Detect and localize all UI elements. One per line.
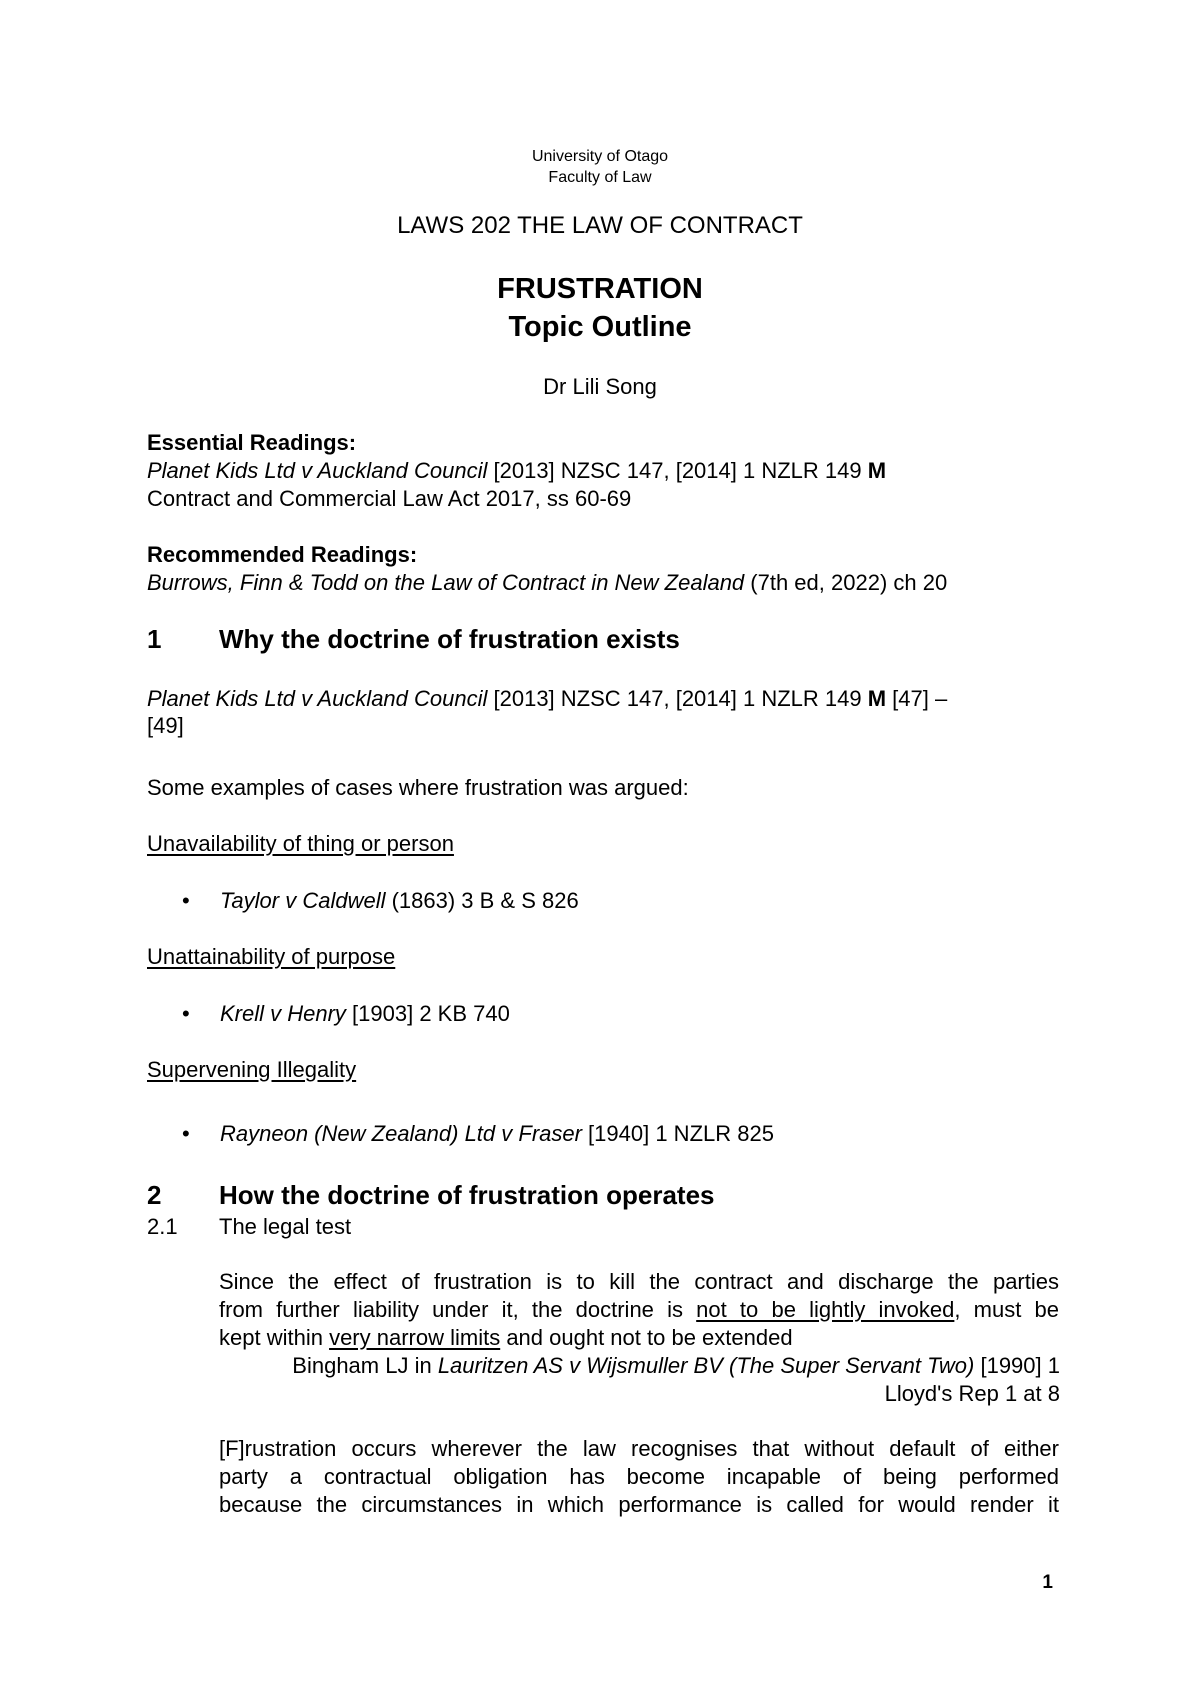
recommended-readings-heading: Recommended Readings: [147,542,418,567]
list-item [220,1120,774,1147]
case-name: Planet Kids Ltd v Auckland Council [147,686,488,711]
citation: [1990] 1 [974,1353,1060,1378]
topic-subtitle: Topic Outline [508,311,692,343]
list-item [220,887,579,914]
university-name: University of Otago [531,148,669,165]
quote-2-line-2: party a contractual obligation has become incapable of being performed [219,1464,1059,1489]
book-title: Burrows, Finn & Todd on the Law of Contract in New Zealand [147,570,745,595]
section-number: 1 [147,624,162,654]
section-title: Why the doctrine of frustration exists [219,624,680,654]
pinpoint: [47] – [886,686,948,711]
case-name: Lauritzen AS v Wijsmuller BV (The Super Servant Two) [437,1353,975,1378]
citation: (1863) 3 B & S 826 [385,888,579,913]
quote-2-line-1: [F]rustration occurs wherever the law recognises that without default of either [219,1436,1059,1461]
emphasis: very narrow limits [329,1325,501,1350]
group-heading: Unavailability of thing or person [147,831,454,856]
subsection-title: The legal test [219,1214,352,1239]
quote-2-line-3: because the circumstances in which performance is called for would render it [219,1492,1059,1517]
group-heading: Supervening Illegality [147,1057,357,1082]
mandatory-mark: M [867,458,887,483]
topic-title: FRUSTRATION [497,273,703,305]
group-heading: Unattainability of purpose [147,944,396,969]
faculty-name: Faculty of Law [548,169,652,186]
case-name: Planet Kids Ltd v Auckland Council [147,458,488,483]
list-item [220,1000,510,1027]
essential-readings-heading: Essential Readings: [147,430,357,455]
section-1-heading [147,626,680,653]
text: kept within [219,1325,330,1350]
section-title: How the doctrine of frustration operates [219,1180,715,1210]
text: Bingham LJ in [292,1353,438,1378]
quote-1-line-3 [219,1324,1059,1351]
recommended-reading-1 [147,569,947,596]
case-name: Rayneon (New Zealand) Ltd v Fraser [220,1121,582,1146]
citation: [2013] NZSC 147, [2014] 1 NZLR 149 [487,458,868,483]
essential-reading-2: Contract and Commercial Law Act 2017, ss 60-69 [147,486,632,511]
section-2-heading [147,1182,715,1209]
section-1-intro: Some examples of cases where frustration was argued: [147,775,689,800]
text: , must be [954,1297,1059,1322]
quote-attribution [292,1352,1060,1379]
section-number: 2 [147,1180,162,1210]
citation: [2013] NZSC 147, [2014] 1 NZLR 149 [487,686,868,711]
page-number: 1 [1042,1572,1053,1593]
text: from further liability under it, the doctrine is [219,1297,697,1322]
essential-reading-1 [147,457,886,484]
section-1-case [147,685,947,712]
subsection-number: 2.1 [147,1214,178,1239]
book-details: (7th ed, 2022) ch 20 [744,570,948,595]
bullet-icon: • [182,1121,190,1146]
author-name: Dr Lili Song [543,374,657,399]
quote-1-line-2 [219,1296,1059,1323]
mandatory-mark: M [867,686,887,711]
section-1-pinpoint-cont: [49] [147,713,184,738]
bullet-icon: • [182,888,190,913]
quote-attribution-cont: Lloyd's Rep 1 at 8 [884,1381,1060,1406]
case-name: Taylor v Caldwell [220,888,386,913]
citation: [1940] 1 NZLR 825 [581,1121,774,1146]
subsection-2-1-heading [147,1213,351,1240]
course-title: LAWS 202 THE LAW OF CONTRACT [397,212,803,239]
emphasis: not to be lightly invoked [696,1297,955,1322]
text: and ought not to be extended [500,1325,793,1350]
quote-1-line-1: Since the effect of frustration is to kill the contract and discharge the parties [219,1269,1059,1294]
bullet-icon: • [182,1001,190,1026]
case-name: Krell v Henry [220,1001,346,1026]
citation: [1903] 2 KB 740 [345,1001,510,1026]
